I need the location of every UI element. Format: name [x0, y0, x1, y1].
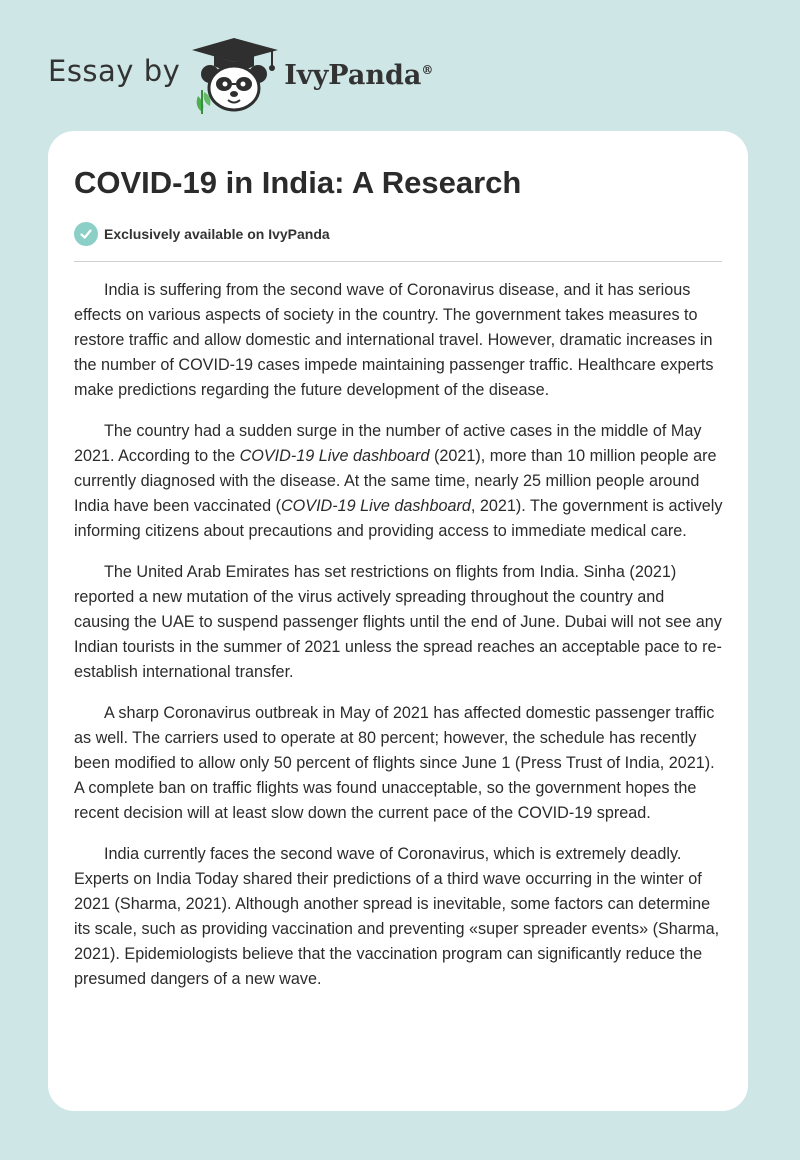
- brand-name[interactable]: IvyPanda®: [284, 59, 434, 91]
- paragraph-text: A sharp Coronavirus outbreak in May of 2021 has affected domestic passenger traffic as well. The carriers used to operate at 80 percent; however, the schedule has recently been modified to allow only 50 percent of flights since June 1 (Press Trust of India, 2021). A complete ban on traffic flights was found unacceptable, so the government hopes the recent decision will at least slow down the current pace of the COVID-19 spread.: [74, 704, 715, 822]
- brand-header: [48, 34, 433, 114]
- citation-title: COVID-19 Live dashboard: [239, 447, 430, 465]
- essay-card: [48, 131, 748, 1111]
- citation-title: COVID-19 Live dashboard: [280, 497, 471, 515]
- essay-body: [74, 278, 724, 1008]
- paragraph: [74, 842, 724, 992]
- panda-graduation-cap-icon[interactable]: [192, 34, 284, 114]
- registered-mark: ®: [421, 62, 434, 77]
- paragraph-text: The United Arab Emirates has set restrictions on flights from India. Sinha (2021) reported a new mutation of the virus actively spreading throughout the country and causing the UAE to suspend passenger flights until the end of June. Dubai will not see any Indian tourists in the summer of 2021 unless the spread reaches an acceptable pace to re-establish international transfer.: [74, 563, 722, 681]
- paragraph-text: , 2021). The government is actively informing citizens about precautions and providing access to immediate medical care.: [74, 497, 723, 540]
- check-circle-icon: [74, 222, 98, 246]
- exclusive-badge-label: Exclusively available on IvyPanda: [104, 226, 330, 242]
- paragraph: [74, 278, 724, 403]
- paragraph-text: India is suffering from the second wave of Coronavirus disease, and it has serious effects on various aspects of society in the country. The government takes measures to restore traffic and allow domestic and international travel. However, dramatic increases in the number of COVID-19 cases impede maintaining passenger traffic. Healthcare experts make predictions regarding the future development of the disease.: [74, 281, 714, 399]
- brand-prefix: Essay by: [48, 54, 181, 88]
- paragraph: [74, 419, 724, 544]
- paragraph: [74, 560, 724, 685]
- paragraph: [74, 701, 724, 826]
- page-title: COVID-19 in India: A Research: [74, 165, 522, 200]
- paragraph-text: (2021), more than 10 million people are currently diagnosed with the disease. At the same time, nearly 25 million people around India have been vaccinated (: [74, 447, 717, 515]
- paragraph-text: The country had a sudden surge in the number of active cases in the middle of May 2021. According to the: [74, 422, 702, 465]
- exclusive-badge: [74, 222, 330, 246]
- paragraph-text: India currently faces the second wave of Coronavirus, which is extremely deadly. Experts on India Today shared their predictions of a third wave occurring in the winter of 2021 (Sharma, 2021). Although another spread is inevitable, some factors can determine its scale, such as providing vaccination and preventing «super spreader events» (Sharma, 2021). Epidemiologists believe that the vaccination program can significantly reduce the presumed dangers of a new wave.: [74, 845, 720, 988]
- divider: [74, 261, 722, 262]
